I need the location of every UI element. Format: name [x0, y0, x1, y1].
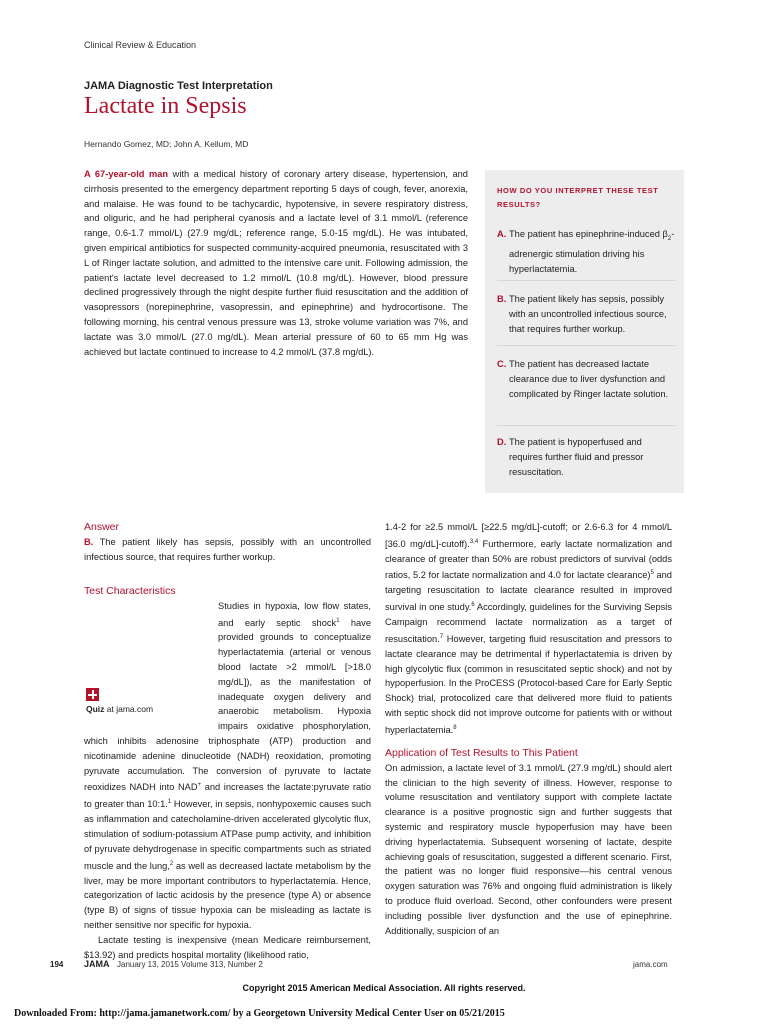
option-c	[497, 357, 675, 403]
download-note: Downloaded From: http://jama.jamanetwork.com/ by a Georgetown University Medical Center User on 05/21/2015	[14, 1008, 505, 1019]
option-letter: B.	[497, 294, 507, 304]
right-column-p1: 1.4-2 for ≥2.5 mmol/L [≥22.5 mg/dL]-cutoff; or 2.6-6.3 for 4 mmol/L [36.0 mg/dL]-cutoff).$^{3,4}$ Furthermore, early lactate normalization and clearance of greater than 50% are robust predictors of survival (odds ratios, 5.2 for lactate normalization and 4.0 for lactate clearance)$^5$ and targeting resuscitation to lactate clearance resulted in improved survival in one study.$^6$ Accordingly, guidelines for the Surviving Sepsis Campaign recommend lactate normalization as a target of resuscitation.$^7$ However, targeting fluid resuscitation and pressors to lactate clearance may be detrimental if hyperlactatemia is driven by high glycolytic flux (common in resuscitated septic shock) and not by hypoperfusion. In the ProCESS (Protocol-based Care for Early Septic Shock) trial, protocolized care that delivered more fluid to patients with septic shock did not improve outcome for patients with or without hyperlactatemia.$^8$	[385, 522, 673, 735]
section-label: Clinical Review & Education	[84, 40, 197, 50]
test-characteristics	[84, 584, 371, 962]
option-letter: C.	[497, 359, 507, 369]
question-heading: HOW DO YOU INTERPRET THESE TEST RESULTS?	[497, 186, 659, 209]
answer-heading: Answer	[84, 521, 120, 533]
option-letter: A.	[497, 229, 507, 239]
question-box	[485, 170, 684, 493]
test-characteristics-heading: Test Characteristics	[84, 585, 176, 597]
case-lead: A 67-year-old man	[84, 169, 169, 179]
journal-name: JAMA	[84, 959, 110, 969]
application-section	[385, 746, 672, 938]
option-d	[497, 435, 675, 481]
case-text: with a medical history of coronary artery disease, hypertension, and cirrhosis presented to the emergency department reporting 5 days of cough, fever, anorexia, and malaise. He was found to be tachycardic, hypotensive, in severe respiratory distress, and oliguric, and he had peripheral cyanosis and a lactate level of 3.1 mmol/L (reference range, 0.6-1.7 mmol/L) (27.9 mg/dL; reference range, 5.0-15 mg/dL). He was intubated, given empirical antibiotics for suspected community-acquired pneumonia, resuscitated with 3 L of Ringer lactate solution, and admitted to the intensive care unit. Following admission, the patient's lactate level decreased to 1.2 mmol/L (10.8 mg/dL). However, blood pressure declined progressively through the night despite further fluid resuscitation and the addition of vasopressors (norepinephrine, vasopressin, and epinephrine) and hydrocortisone. The following morning, his central venous pressure was 13, stroke volume variation was 7%, and lactate was 3.0 mmol/L (27.0 mg/dL). Mean arterial pressure of 60 to 65 mm Hg was achieved but lactate continued to increase to 4.2 mmol/L (37.8 mg/dL).	[84, 169, 468, 357]
copyright: Copyright 2015 American Medical Association. All rights reserved.	[242, 983, 526, 993]
article-title: Lactate in Sepsis	[84, 93, 247, 119]
application-text: On admission, a lactate level of 3.1 mmol/L (27.9 mg/dL) should alert the clinician to the high severity of illness. However, response to volume resuscitation and ventilatory support with complete lactate clearance is a positive prognostic sign and further suggests that systemic and respiratory muscle hypoperfusion may have been driving hyperlactatemia. Subsequent worsening of lactate, despite achieving goals of resuscitation, suggested a different scenario. First, the patient was no longer fluid responsive—his central venous oxygen saturation was 76% and ongoing fluid administration is likely to produce fluid overload. Second, other confounders were present including possible liver dysfunction and the use of epinephrine. Additionally, suspicion of an	[385, 762, 672, 936]
option-a	[497, 227, 675, 277]
option-text: The patient has epinephrine-induced $\beta_2$-adrenergic stimulation driving his hyperlactatemia.	[509, 229, 675, 275]
answer-section	[84, 520, 371, 564]
test-characteristics-p1: Studies in hypoxia, low flow states, and early septic shock$^1$ have provided grounds to conceptualize hyperlactatemia (arterial or venous blood lactate >2 mmol/L [>18.0 mg/dL]), as the manifestation of inadequate oxygen delivery and anaerobic metabolism. Hypoxia impairs oxidative phosphorylation, which inhibits adenosine triphosphate (ATP) production and nicotinamide adenine dinucleotide (NADH) reoxidation, promoting pyruvate accumulation. The conversion of pyruvate to lactate reoxidizes NADH into NAD+ and increases the lactate:pyruvate ratio to greater than 10:1.$^1$ However, in sepsis, nonhypoxemic causes such as inflammation and catecholamine-driven accelerated glycolytic flux, stimulation of sodium-potassium ATPase pump activity, and inhibition of pyruvate dehydrogenase in specific compartments such as striated muscle and the lung,$^2$ as well as decreased lactate metabolism by the liver, may be more important contributors to hyperlactatemia. Hence, categorization of lactic acidosis by the presence (type A) or absence (type B) of signs of tissue hypoxia can be misleading as lactate is neither sensitive nor specific for hypoxia.	[84, 600, 372, 930]
website: jama.com	[633, 960, 668, 969]
test-characteristics-p2: Lactate testing is inexpensive (mean Medicare reimbursement, $13.92) and predicts hospital mortality (likelihood ratio,	[84, 934, 371, 960]
authors: Hernando Gomez, MD; John A. Kellum, MD	[84, 139, 249, 149]
option-letter: D.	[497, 437, 507, 447]
series-title: JAMA Diagnostic Test Interpretation	[84, 80, 273, 92]
plus-icon[interactable]	[86, 688, 99, 701]
divider	[497, 345, 675, 346]
answer-text: B. The patient likely has sepsis, possibly with an uncontrolled infectious source, that requires further workup.	[84, 536, 371, 562]
option-text: The patient is hypoperfused and requires further fluid and pressor resuscitation.	[509, 437, 644, 478]
case-description	[84, 167, 468, 359]
application-heading: Application of Test Results to This Patient	[385, 747, 578, 759]
option-text: The patient likely has sepsis, possibly with an uncontrolled infectious source, that requires further workup.	[509, 294, 667, 335]
divider	[497, 280, 675, 281]
divider	[497, 425, 675, 426]
issue-info: January 13, 2015 Volume 313, Number 2	[117, 960, 263, 969]
option-text: The patient has decreased lactate clearance due to liver dysfunction and complicated by Ringer lactate solution.	[509, 359, 669, 400]
quiz-link[interactable]: Quiz at jama.com	[86, 704, 154, 714]
page-number: 194	[50, 960, 64, 969]
option-b	[497, 292, 675, 338]
right-column	[385, 520, 672, 738]
quiz-spacer	[84, 673, 218, 733]
